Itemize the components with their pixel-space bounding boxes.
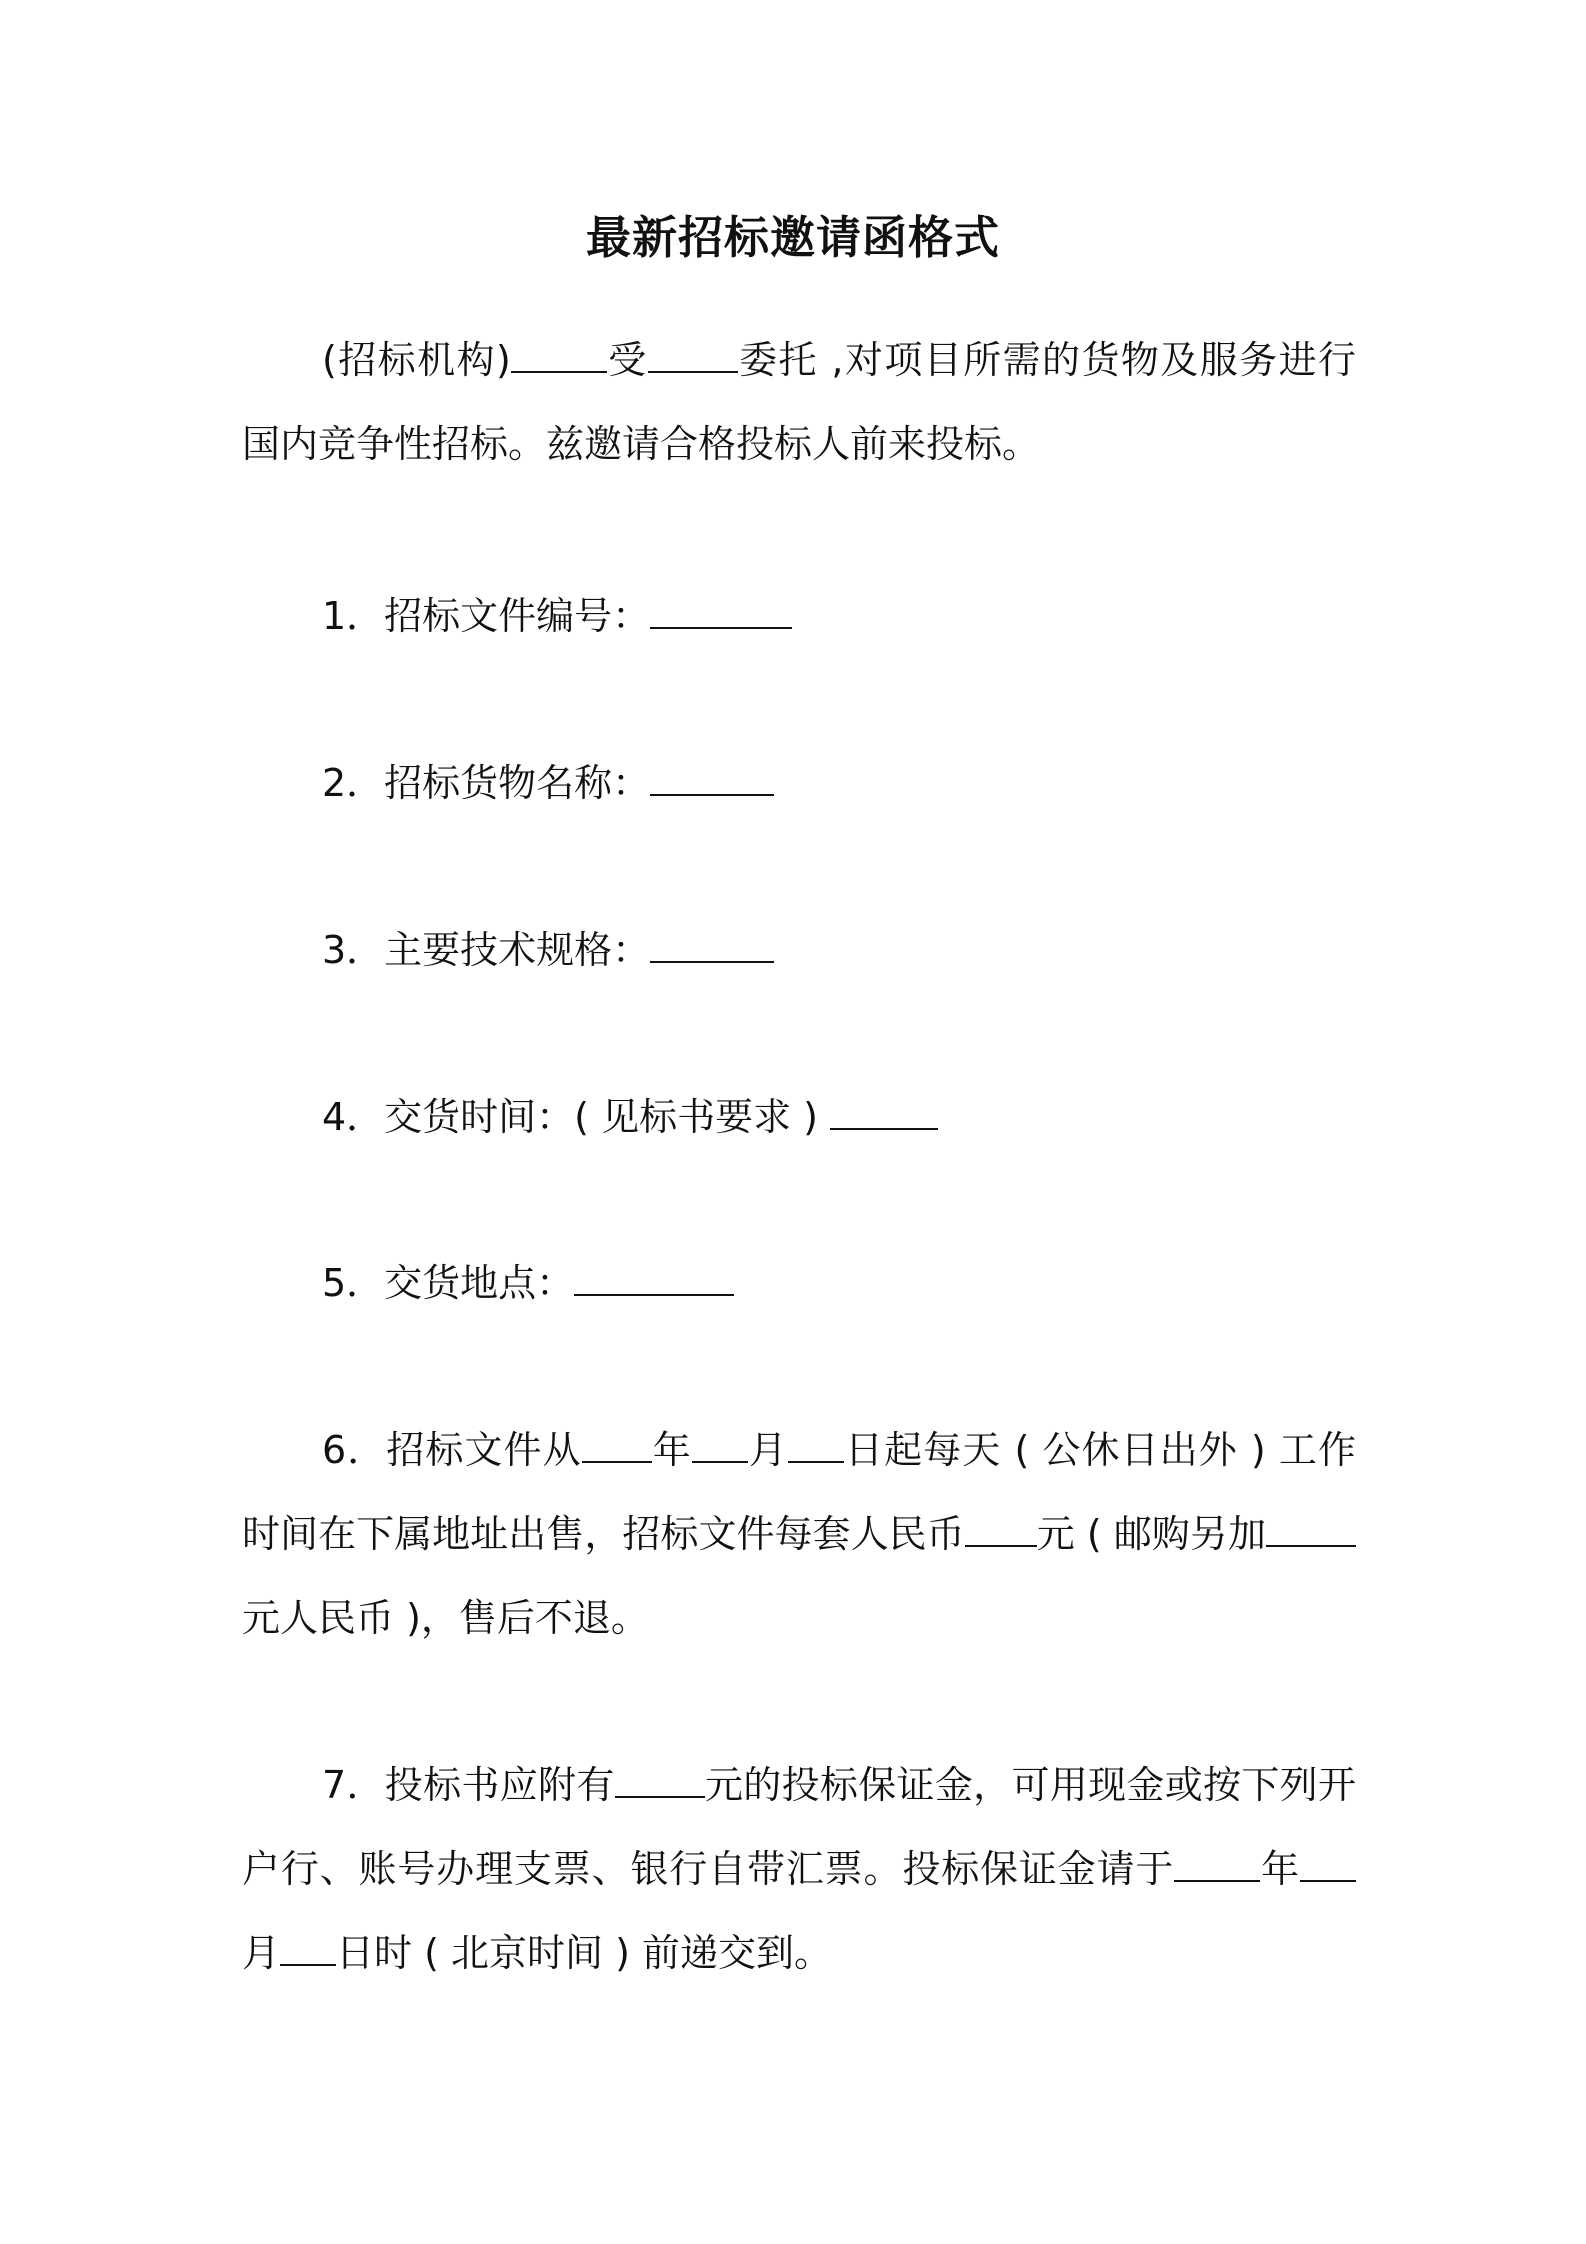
blank-field[interactable] — [582, 1425, 652, 1463]
item-7-text-4: 月 — [242, 1931, 281, 1975]
blank-field[interactable] — [650, 925, 774, 963]
blank-field[interactable] — [650, 758, 774, 796]
item-5-label: 5．交货地点： — [322, 1261, 575, 1305]
blank-field[interactable] — [511, 335, 607, 373]
intro-text-1: (招标机构) — [322, 338, 511, 382]
blank-field[interactable] — [574, 1258, 734, 1296]
blank-field[interactable] — [650, 591, 792, 629]
item-6-text-4: 日起每天 ( 公休日出外 ) 工作时间在下属地址出售，招标文件每套人民币 — [242, 1428, 1356, 1556]
blank-field[interactable] — [648, 335, 738, 373]
item-3-label: 3．主要技术规格： — [322, 928, 651, 972]
item-6-text-3: 月 — [747, 1428, 788, 1472]
blank-field[interactable] — [1174, 1844, 1260, 1882]
blank-field[interactable] — [830, 1092, 938, 1130]
item-7-text-1: 7．投标书应附有 — [322, 1763, 615, 1807]
list-item-7 — [242, 1743, 1356, 1995]
list-item-5 — [322, 1241, 734, 1325]
blank-field[interactable] — [965, 1509, 1037, 1547]
item-6-text-6: 元人民币 )，售后不退。 — [242, 1596, 649, 1640]
blank-field[interactable] — [1300, 1844, 1356, 1882]
item-2-label: 2．招标货物名称： — [322, 761, 651, 805]
item-7-text-5: 日时 ( 北京时间 ) 前递交到。 — [336, 1931, 832, 1975]
blank-field[interactable] — [692, 1425, 748, 1463]
intro-text-2: 受 — [606, 338, 648, 382]
blank-field[interactable] — [788, 1425, 844, 1463]
document-title: 最新招标邀请函格式 — [585, 211, 1000, 264]
item-6-text-2: 年 — [651, 1428, 692, 1472]
item-1-label: 1．招标文件编号： — [322, 594, 651, 638]
intro-text-3: 委托 ,对项目所需的货物及服务进行国内竞争性招标。兹邀请合格投标人前来投标。 — [242, 338, 1356, 466]
item-7-text-3: 年 — [1260, 1847, 1300, 1891]
item-4-label: 4．交货时间：( 见标书要求 ) — [322, 1095, 831, 1139]
blank-field[interactable] — [1266, 1509, 1356, 1547]
list-item-4 — [322, 1075, 938, 1159]
list-item-6 — [242, 1408, 1356, 1660]
intro-paragraph — [242, 318, 1356, 486]
list-item-1 — [322, 574, 792, 658]
list-item-3 — [322, 908, 774, 992]
item-6-text-1: 6．招标文件从 — [322, 1428, 582, 1472]
item-7-text-2: 元的投标保证金，可用现金或按下列开户行、账号办理支票、银行自带汇票。投标保证金请于 — [242, 1763, 1356, 1891]
list-item-2 — [322, 741, 774, 825]
blank-field[interactable] — [280, 1928, 336, 1966]
blank-field[interactable] — [615, 1760, 705, 1798]
item-6-text-5: 元 ( 邮购另加 — [1036, 1512, 1266, 1556]
